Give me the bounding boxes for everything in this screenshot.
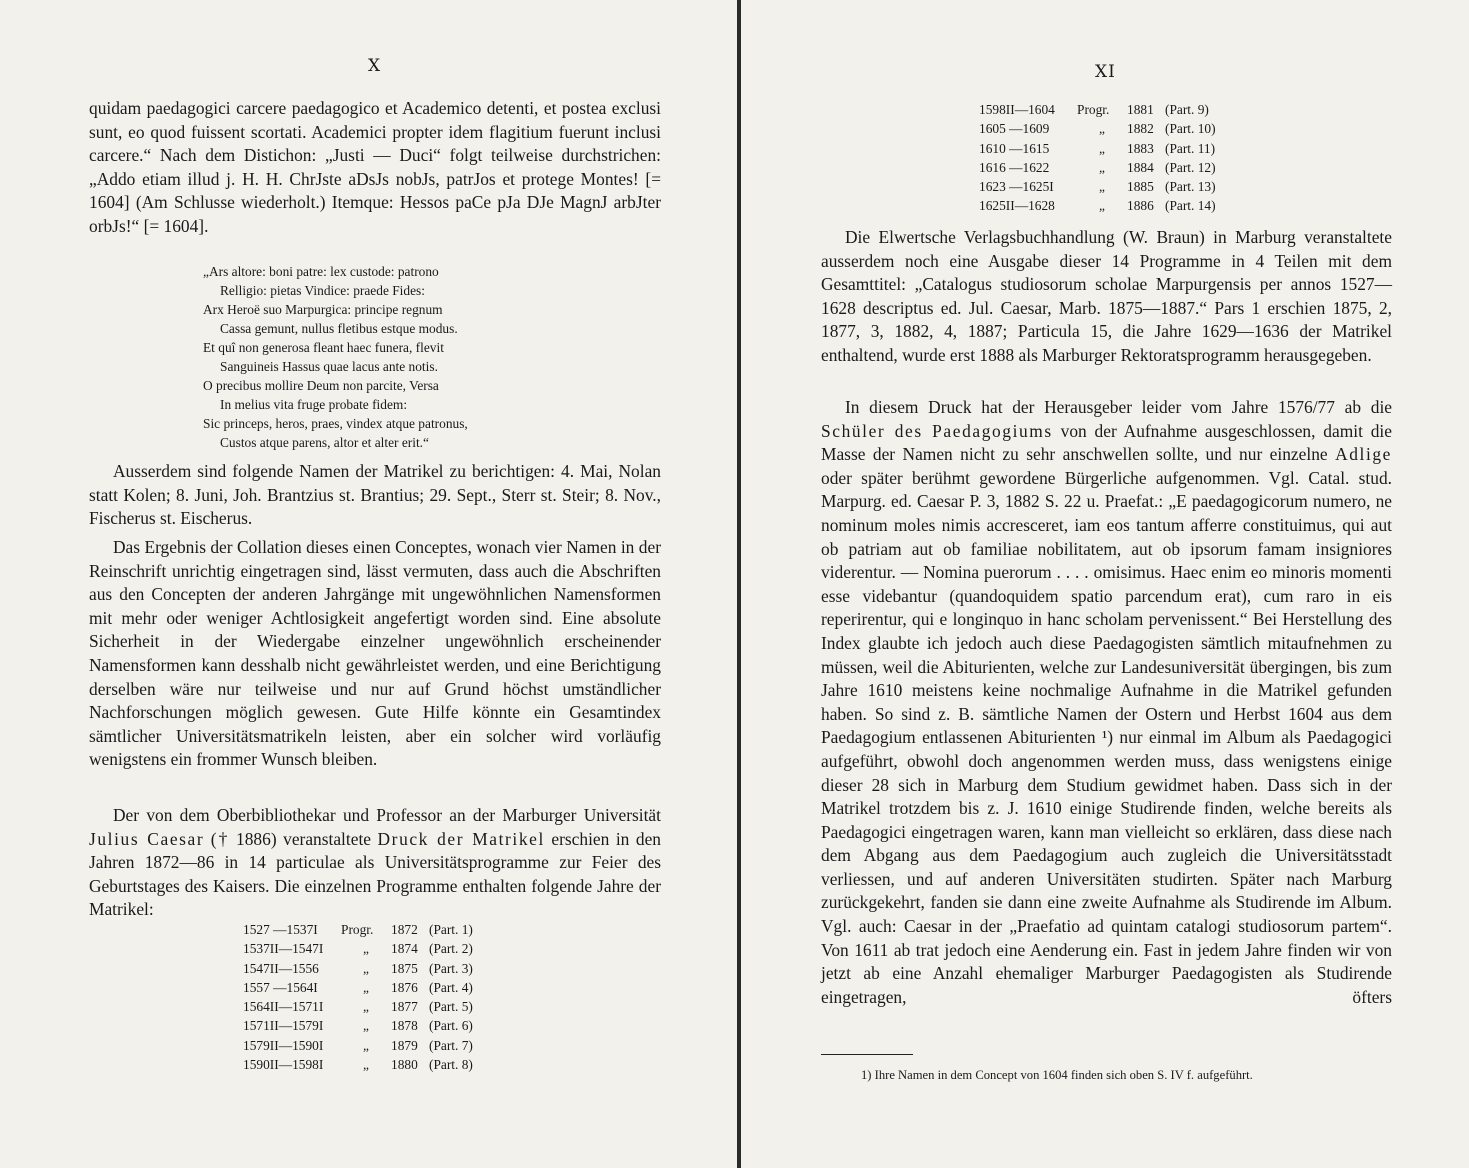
program-year: 1882 (1127, 121, 1154, 137)
program-table-left (243, 920, 481, 1074)
poem-line: „Ars altore: boni patre: lex custode: patrono (203, 264, 439, 279)
program-years: 1616 —1622 (979, 159, 1050, 175)
left-para4-text (89, 804, 661, 922)
para4-part-c: erschien in den Jahren 1872—86 in 14 particulae als Universitätsprogramme zur Feier des Geburtstages des Kaisers. Die einzelnen Programme enthalten folgende Jahre der Matrikel: (89, 828, 661, 920)
program-row (979, 119, 1217, 138)
program-years: 1547II—1556 (243, 960, 319, 976)
program-year: 1874 (391, 941, 418, 957)
program-part: (Part. 10) (1165, 121, 1216, 137)
program-part: (Part. 3) (429, 960, 473, 976)
program-years: 1605 —1609 (979, 121, 1050, 137)
program-part: (Part. 13) (1165, 179, 1216, 195)
adlige: Adlige (1335, 444, 1392, 465)
program-row (979, 139, 1217, 158)
poem-line: Et quî non generosa fleant haec funera, flevit (203, 340, 444, 355)
para4-part-b: († 1886) veranstaltete (210, 828, 371, 849)
program-part: (Part. 2) (429, 941, 473, 957)
program-prefix: Progr. (341, 922, 374, 937)
left-para1-text: quidam paedagogici carcere paedagogico et Academico detenti, et postea exclusi sunt, eo quod fuissent scortati. Academici propter idem flagitium fuerunt inclusi carcere.“ Nach dem Distichon: „Justi — Duci“ folgt teilweise durchstrichen: „Addo etiam illud j. H. H. ChrJste aDsJs nobJs, patrJos et protege Montes! [= 1604] (Am Schlusse wiederholt.) Itemque: Hessos paCe pJa DJe MagnJ arbJter orbJs!“ [= 1604]. (89, 98, 661, 236)
program-part: (Part. 6) (429, 1018, 473, 1034)
para2-part-a: In diesem Druck hat der Herausgeber leider vom Jahre 1576/77 ab die (845, 397, 1392, 417)
program-part: (Part. 4) (429, 979, 473, 995)
caesar-name: Julius Caesar (89, 828, 205, 849)
druck-der-matrikel: Druck der Matrikel (377, 828, 545, 849)
program-year: 1881 (1127, 102, 1154, 117)
program-part: (Part. 9) (1165, 102, 1209, 117)
program-years: 1623 —1625I (979, 179, 1054, 195)
left-paragraph-3 (89, 536, 661, 772)
program-prefix: „ (1099, 140, 1105, 156)
program-years: 1598II—1604 (979, 102, 1055, 117)
right-paragraph-1 (821, 226, 1392, 368)
program-part: (Part. 7) (429, 1037, 473, 1053)
footnote: 1) Ihre Namen in dem Concept von 1604 finden sich oben S. IV f. aufgeführt. (861, 1068, 1253, 1082)
program-row (243, 959, 481, 978)
right-paragraph-2 (821, 396, 1392, 1009)
page-number-right: XI (1095, 62, 1116, 82)
schueler-des-paedagogiums: Schüler des Paedagogiums (821, 420, 1053, 441)
left-paragraph-1 (89, 97, 661, 239)
left-para3-text: Das Ergebnis der Collation dieses einen Conceptes, wonach vier Namen in der Reinschrift unrichtig eingetragen sind, lässt vermuten, dass auch die Abschriften aus den Concepten der anderen Jahrgänge mit ungewöhnlichen Namensformen mit mehr oder weniger Achtlosigkeit angefertigt worden sind. Eine absolute Sicherheit in der Wiedergabe einzelner ungewöhnlich erscheinender Namensformen kann desshalb nicht gewährleistet werden, und eine Berichtigung derselben wäre nur teilweise und nur auf Grund höchst umständlicher Nachforschungen möglich gewesen. Gute Hilfe könnte ein Gesamtindex sämtlicher Universitätsmatrikeln leisten, aber ein solcher wird vorläufig wenigstens ein frommer Wunsch bleiben. (89, 537, 661, 770)
program-table-right (979, 100, 1217, 216)
program-row (243, 920, 481, 939)
poem-line: Custos atque parens, altor et alter erit.“ (220, 435, 429, 450)
program-row (243, 997, 481, 1016)
program-part: (Part. 1) (429, 922, 473, 937)
poem-line: Arx Heroë suo Marpurgica: principe regnum (203, 302, 443, 317)
para2-part-b: von der Aufnahme ausgeschlossen, damit die Masse der Namen nicht zu sehr anschwellen sollte, und nur einzelne (821, 420, 1392, 465)
program-prefix: „ (363, 979, 369, 995)
program-year: 1878 (391, 1018, 418, 1034)
program-part: (Part. 12) (1165, 159, 1216, 175)
program-row (243, 1036, 481, 1055)
program-row (979, 100, 1217, 119)
program-years: 1571II—1579I (243, 1018, 324, 1034)
footnote-rule (821, 1054, 913, 1055)
program-years: 1564II—1571I (243, 999, 324, 1015)
program-year: 1876 (391, 979, 418, 995)
program-row (243, 978, 481, 997)
program-year: 1885 (1127, 179, 1154, 195)
left-paragraph-4 (89, 804, 661, 922)
program-part: (Part. 14) (1165, 198, 1216, 214)
program-years: 1527 —1537I (243, 922, 318, 937)
program-year: 1883 (1127, 140, 1154, 156)
right-page (741, 0, 1469, 1168)
program-prefix: „ (1099, 159, 1105, 175)
program-prefix: „ (363, 1018, 369, 1034)
program-years: 1579II—1590I (243, 1037, 324, 1053)
program-year: 1884 (1127, 159, 1154, 175)
poem-line: O precibus mollire Deum non parcite, Versa (203, 378, 439, 393)
program-prefix: „ (363, 941, 369, 957)
para2-part-c: oder später berühmt gewordene Bürgerliche aufgenommen. Vgl. Catal. stud. Marpurg. ed. Caesar P. 3, 1882 S. 22 u. Praefat.: „E paedagogicorum numero, ne nominum moles nimis accresceret, iam eos tantum afferre constituimus, qui aut ob patriam aut ob familiae nobilitatem, aut ob ipsorum famam insigniores viderentur. — Nomina puerorum . . . . omisimus. Haec enim eo minoris momenti esse videbantur (quandoquidem spatio parcendum erat), cum raro in eis reperirentur, qui e longinquo in hanc scholam pervenissent.“ Bei Herstellung des Index glaubte ich jedoch auch diese Paedagogisten sämtlich mitaufnehmen zu müssen, weil die Abiturienten, welche zur Landesuniversität übergingen, bis zum Jahre 1610 meistens keine nochmalige Aufnahme in die Matrikel gefunden haben. So sind z. B. sämtliche Namen der Ostern und Herbst 1604 aus dem Paedagogium entlassenen Abiturienten ¹) nur einmal im Album als Paedagogici aufgeführt, obwohl doch angenommen werden muss, dass wenigstens einige dieser 28 sich in Marburg dem Studium gewidmet haben. Dass sich in der Matrikel trotzdem bis z. J. 1610 einige Studirende finden, welche bereits als Paedagogici eingetragen waren, kann man vielleicht so erklären, dass diese nach dem Abgang aus dem Paedagogium auch zugleich die Universitätsstadt verliessen, und auf anderen Universitäten studirten. Später nach Marburg zurückgekehrt, fanden sie dann eine zweite Aufnahme als Studirende im Album. Vgl. auch: Caesar in der „Praefatio ad quintam catalogi studiosorum partem“. Von 1611 ab trat jedoch eine Aenderung ein. Fast in jedem Jahre finden wir von jetzt ab eine Anzahl ehemaliger Marburger Paedagogisten als Studirende eingetragen, öfters (821, 467, 1392, 1007)
program-prefix: „ (1099, 198, 1105, 214)
program-row (979, 158, 1217, 177)
program-row (979, 196, 1217, 215)
program-prefix: „ (1099, 179, 1105, 195)
poem-line: In melius vita fruge probate fidem: (220, 397, 408, 412)
program-years: 1590II—1598I (243, 1057, 324, 1073)
page-number-left: X (368, 56, 382, 76)
program-prefix: „ (363, 999, 369, 1015)
program-row (243, 1055, 481, 1074)
program-prefix: „ (363, 1037, 369, 1053)
para4-part-a: Der von dem Oberbibliothekar und Professor an der Marburger Universität (113, 805, 661, 825)
program-year: 1872 (391, 922, 418, 937)
left-paragraph-2 (89, 460, 661, 531)
poem (203, 262, 468, 452)
program-years: 1557 —1564I (243, 979, 318, 995)
program-part: (Part. 5) (429, 999, 473, 1015)
program-year: 1877 (391, 999, 418, 1015)
program-prefix: „ (1099, 121, 1105, 137)
program-part: (Part. 11) (1165, 140, 1216, 156)
poem-line: Cassa gemunt, nullus fletibus estque modus. (220, 321, 458, 336)
program-years: 1625II—1628 (979, 198, 1055, 214)
program-year: 1879 (391, 1037, 418, 1053)
program-year: 1875 (391, 960, 418, 976)
program-row (243, 1016, 481, 1035)
program-years: 1537II—1547I (243, 941, 324, 957)
poem-line: Relligio: pietas Vindice: praede Fides: (220, 283, 425, 298)
program-prefix: Progr. (1077, 102, 1110, 117)
program-prefix: „ (363, 960, 369, 976)
program-row (979, 177, 1217, 196)
program-row (243, 939, 481, 958)
left-para2-text: Ausserdem sind folgende Namen der Matrikel zu berichtigen: 4. Mai, Nolan statt Kolen; 8. Juni, Joh. Brantzius st. Brantius; 29. Sept., Sterr st. Steir; 8. Nov., Fischerus st. Eischerus. (89, 461, 661, 529)
program-year: 1880 (391, 1057, 418, 1073)
poem-line: Sic princeps, heros, praes, vindex atque patronus, (203, 416, 468, 431)
program-year: 1886 (1127, 198, 1154, 214)
program-prefix: „ (363, 1057, 369, 1073)
right-para1-text: Die Elwertsche Verlagsbuchhandlung (W. Braun) in Marburg veranstaltete ausserdem noch eine Ausgabe dieser 14 Programme in 4 Teilen mit dem Gesamttitel: „Catalogus studiosorum scholae Marpurgensis per annos 1527—1628 descriptus ed. Jul. Caesar, Marb. 1875—1887.“ Pars 1 erschien 1875, 2, 1877, 3, 1882, 4, 1887; Particula 15, die Jahre 1629—1636 der Matrikel enthaltend, wurde erst 1888 als Marburger Rektoratsprogramm herausgegeben. (821, 227, 1392, 365)
program-years: 1610 —1615 (979, 140, 1050, 156)
program-part: (Part. 8) (429, 1057, 473, 1073)
poem-line: Sanguineis Hassus quae lacus ante notis. (220, 359, 438, 374)
right-para2-text (821, 396, 1392, 1009)
